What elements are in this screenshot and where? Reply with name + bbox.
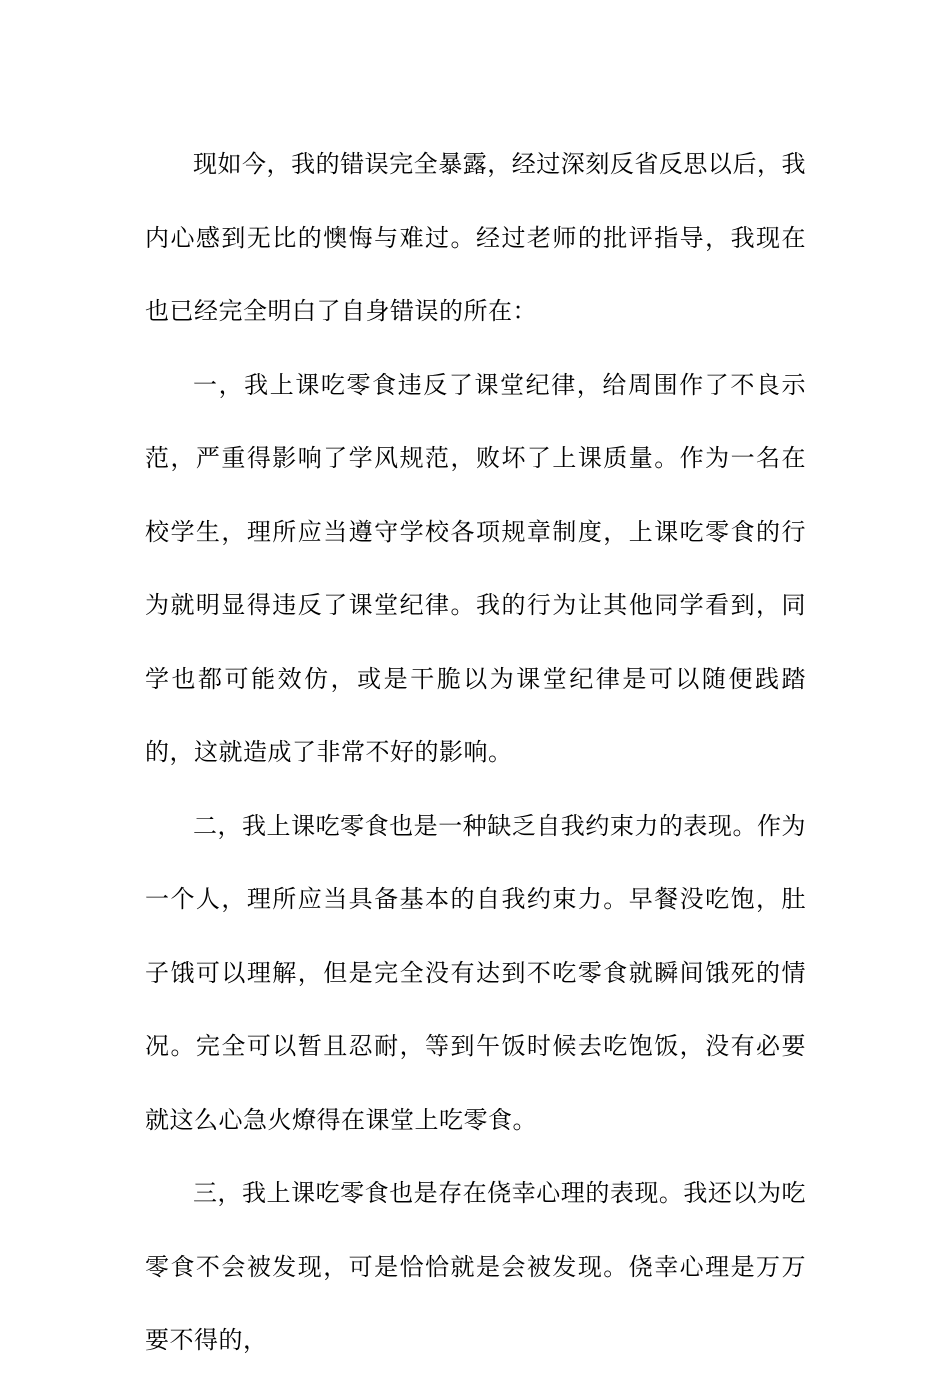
paragraph-point-two: 二，我上课吃零食也是一种缺乏自我约束力的表现。作为一个人，理所应当具备基本的自我约束力。早餐没吃饱，肚子饿可以理解，但是完全没有达到不吃零食就瞬间饿死的情况。完全可以暂且忍耐，等到午饭时候去吃饱饭，没有必要就这么心急火燎得在课堂上吃零食。: [145, 811, 806, 1134]
paragraph-point-one: 一，我上课吃零食违反了课堂纪律，给周围作了不良示范，严重得影响了学风规范，败坏了上课质量。作为一名在校学生，理所应当遵守学校各项规章制度，上课吃零食的行为就明显得违反了课堂纪律。我的行为让其他同学看到，同学也都可能效仿，或是干脆以为课堂纪律是可以随便践踏的，这就造成了非常不好的影响。: [145, 370, 806, 766]
paragraph-point-three: 三，我上课吃零食也是存在侥幸心理的表现。我还以为吃零食不会被发现，可是恰恰就是会被发现。侥幸心理是万万要不得的，: [145, 1179, 806, 1354]
paragraph-intro: 现如今，我的错误完全暴露，经过深刻反省反思以后，我内心感到无比的懊悔与难过。经过老师的批评指导，我现在也已经完全明白了自身错误的所在：: [145, 150, 806, 325]
document-body: [145, 128, 806, 1378]
